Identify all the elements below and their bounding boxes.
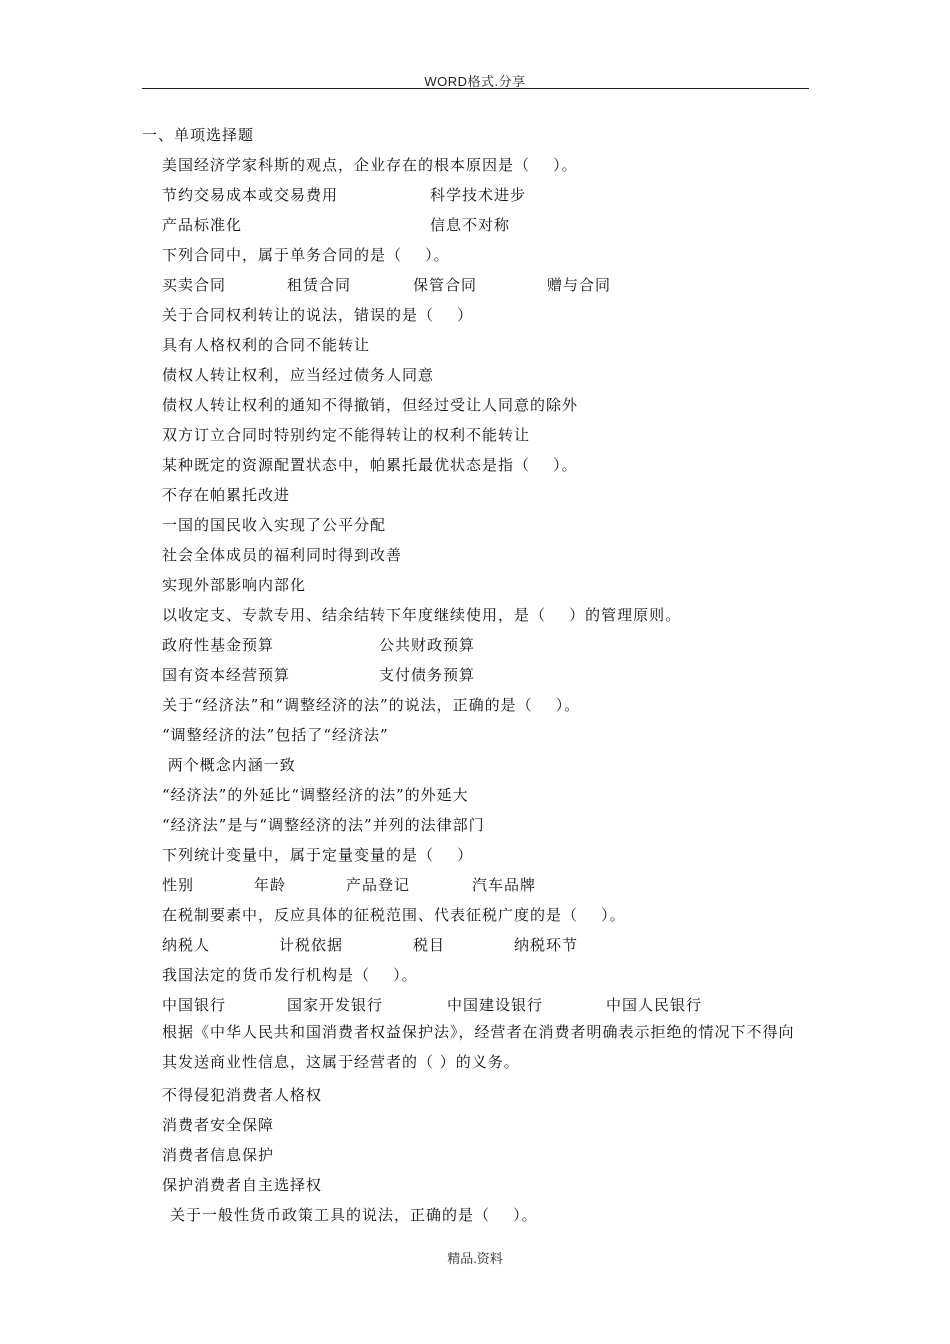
question-10-option-a: 不得侵犯消费者人格权 — [162, 1086, 323, 1104]
question-7-option-c: 产品登记 — [346, 876, 411, 894]
question-3-option-a: 具有人格权利的合同不能转让 — [162, 336, 371, 354]
question-2-option-d: 赠与合同 — [547, 276, 612, 294]
question-4-option-a: 不存在帕累托改进 — [162, 486, 291, 504]
question-5-option-d: 支付债务预算 — [379, 666, 476, 684]
question-10-option-c: 消费者信息保护 — [162, 1146, 275, 1164]
question-2-option-a: 买卖合同 — [162, 276, 227, 294]
question-1-option-b: 科学技术进步 — [430, 186, 527, 204]
question-10-option-b: 消费者安全保障 — [162, 1116, 275, 1134]
question-9-option-b: 国家开发银行 — [287, 996, 384, 1014]
question-8-option-b: 计税依据 — [279, 936, 344, 954]
page-header: WORD格式.分享 — [424, 74, 526, 89]
question-8-option-c: 税目 — [413, 936, 446, 954]
question-9-option-d: 中国人民银行 — [606, 996, 703, 1014]
question-6-option-d: “经济法”是与“调整经济的法”并列的法律部门 — [162, 816, 485, 834]
question-4-option-c: 社会全体成员的福利同时得到改善 — [162, 546, 403, 564]
question-7-option-a: 性别 — [162, 876, 195, 894]
question-6-stem: 关于“经济法”和“调整经济的法”的说法，正确的是（ ）。 — [162, 696, 581, 714]
header-divider — [142, 88, 809, 89]
question-8-option-d: 纳税环节 — [514, 936, 579, 954]
page-footer: 精品.资料 — [447, 1251, 503, 1266]
question-2-option-c: 保管合同 — [413, 276, 478, 294]
question-6-option-c: “经济法”的外延比“调整经济的法”的外延大 — [162, 786, 469, 804]
question-8-stem: 在税制要素中，反应具体的征税范围、代表征税广度的是（ ）。 — [162, 906, 626, 924]
question-4-option-b: 一国的国民收入实现了公平分配 — [162, 516, 387, 534]
question-4-stem: 某种既定的资源配置状态中，帕累托最优状态是指（ ）。 — [162, 456, 578, 474]
question-1-option-d: 信息不对称 — [430, 216, 511, 234]
question-1-stem: 美国经济学家科斯的观点，企业存在的根本原因是（ ）。 — [162, 156, 578, 174]
question-10-stem — [162, 1017, 810, 1077]
question-2-stem: 下列合同中，属于单务合同的是（ ）。 — [162, 246, 450, 264]
question-3-option-c: 债权人转让权利的通知不得撤销，但经过受让人同意的除外 — [162, 396, 579, 414]
question-5-option-c: 国有资本经营预算 — [162, 666, 291, 684]
question-4-option-d: 实现外部影响内部化 — [162, 576, 307, 594]
question-7-option-d: 汽车品牌 — [472, 876, 537, 894]
question-2-option-b: 租赁合同 — [287, 276, 352, 294]
question-3-option-b: 债权人转让权利，应当经过债务人同意 — [162, 366, 435, 384]
question-7-option-b: 年龄 — [254, 876, 287, 894]
question-5-option-b: 公共财政预算 — [379, 636, 476, 654]
question-10-stem-text: 根据《中华人民共和国消费者权益保护法》，经营者在消费者明确表示拒绝的情况下不得向其发送商业性信息，这属于经营者的（ ）的义务。 — [162, 1023, 795, 1071]
question-8-option-a: 纳税人 — [162, 936, 211, 954]
question-3-stem: 关于合同权利转让的说法，错误的是（ ） — [162, 306, 474, 324]
question-10-option-d: 保护消费者自主选择权 — [162, 1176, 323, 1194]
question-5-stem: 以收定支、专款专用、结余结转下年度继续使用，是（ ）的管理原则。 — [162, 606, 682, 624]
question-6-option-a: “调整经济的法”包括了“经济法” — [162, 726, 389, 744]
question-3-option-d: 双方订立合同时特别约定不能得转让的权利不能转让 — [162, 426, 531, 444]
question-1-option-a: 节约交易成本或交易费用 — [162, 186, 339, 204]
question-9-stem: 我国法定的货币发行机构是（ ）。 — [162, 966, 418, 984]
question-1-option-c: 产品标准化 — [162, 216, 243, 234]
question-11-stem: 关于一般性货币政策工具的说法，正确的是（ ）。 — [170, 1206, 538, 1224]
question-6-option-b: 两个概念内涵一致 — [162, 756, 296, 774]
question-7-stem: 下列统计变量中，属于定量变量的是（ ） — [162, 846, 474, 864]
section-title: 一、单项选择题 — [142, 126, 255, 144]
question-9-option-c: 中国建设银行 — [447, 996, 544, 1014]
question-5-option-a: 政府性基金预算 — [162, 636, 275, 654]
question-9-option-a: 中国银行 — [162, 996, 227, 1014]
